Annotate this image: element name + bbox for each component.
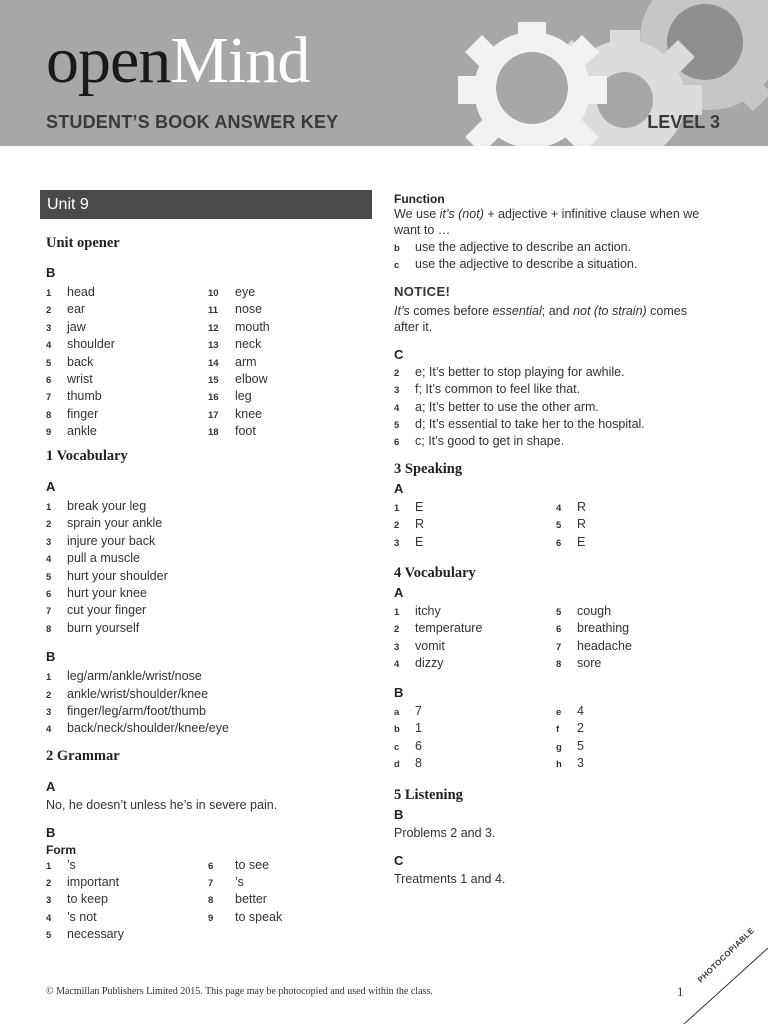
item-text: breathing — [577, 621, 630, 636]
grammar-c-list — [394, 364, 724, 451]
item-number: 4 — [46, 340, 52, 352]
listening-5-c-label: C — [394, 852, 404, 868]
item-number: 2 — [394, 624, 400, 636]
item-number: 9 — [46, 427, 52, 439]
item-text: f; It’s common to feel like that. — [415, 382, 581, 397]
list-item — [208, 319, 270, 336]
list-item — [556, 655, 632, 672]
item-text: hurt your shoulder — [67, 568, 168, 583]
item-number: 12 — [208, 322, 219, 334]
left-column — [40, 190, 370, 947]
item-number: 10 — [208, 288, 219, 299]
speaking-3-list — [388, 499, 724, 553]
unit-opener-heading: Unit opener — [46, 235, 120, 251]
item-text: cut your finger — [67, 603, 147, 618]
item-number: 2 — [46, 305, 52, 317]
item-number: 1 — [46, 288, 52, 299]
item-text: leg — [235, 389, 252, 404]
list-item — [394, 703, 422, 720]
item-text: finger — [67, 406, 99, 421]
item-text: 5 — [577, 738, 584, 753]
list-item — [46, 371, 115, 388]
item-number: 7 — [46, 606, 52, 618]
list-item — [556, 703, 584, 720]
item-text: use the adjective to describe an action. — [415, 240, 632, 254]
item-text: dizzy — [415, 655, 444, 670]
logo-open-text: open — [46, 24, 171, 97]
item-text: to keep — [67, 892, 109, 907]
item-text: arm — [235, 354, 257, 369]
item-text: 8 — [415, 755, 422, 770]
item-text: break your leg — [67, 499, 147, 513]
item-text: better — [235, 892, 267, 907]
item-text: R — [415, 517, 425, 532]
vocabulary-4-heading: 4 Vocabulary — [394, 564, 476, 581]
item-number: 2 — [46, 878, 52, 890]
item-text: knee — [235, 406, 263, 421]
list-item — [394, 499, 424, 516]
list-item — [46, 602, 370, 619]
list-item — [556, 499, 586, 516]
item-number: 11 — [208, 305, 219, 317]
item-number: 6 — [208, 860, 214, 872]
item-text: R — [577, 499, 587, 514]
list-item — [46, 533, 370, 550]
text-fragment: it’s (not) — [439, 207, 484, 221]
document-subtitle: STUDENT’S BOOK ANSWER KEY — [46, 112, 339, 132]
page-header — [0, 0, 768, 146]
list-item — [208, 423, 270, 440]
list-item — [46, 720, 370, 737]
item-text: 3 — [577, 755, 584, 770]
item-text: a; It’s better to use the other arm. — [415, 399, 599, 414]
list-item — [394, 399, 724, 416]
photocopiable-stamp: PHOTOCOPIABLE — [696, 926, 757, 985]
item-text: pull a muscle — [67, 551, 140, 566]
text-fragment: essential — [492, 303, 542, 318]
list-item — [46, 284, 115, 301]
item-text: to speak — [235, 909, 283, 924]
text-fragment: It’s — [394, 303, 410, 318]
vocabulary-4-b-list — [388, 703, 724, 775]
item-text: to see — [235, 857, 270, 872]
item-number: 6 — [394, 437, 400, 449]
grammar-2-heading: 2 Grammar — [46, 747, 120, 764]
item-text: 6 — [415, 738, 422, 753]
item-text: sprain your ankle — [67, 516, 163, 531]
grammar-c-label: C — [394, 346, 404, 362]
item-number: 8 — [556, 658, 562, 670]
item-number: 8 — [46, 623, 52, 635]
item-text: E — [577, 534, 586, 549]
list-item — [208, 388, 270, 405]
form-col-a — [46, 857, 124, 944]
item-number: 1 — [394, 606, 400, 618]
item-number: 3 — [46, 706, 52, 718]
list-item — [46, 909, 124, 926]
item-text: head — [67, 285, 95, 299]
list-item — [46, 423, 115, 440]
listening-5-b-answer: Problems 2 and 3. — [394, 825, 496, 840]
list-item — [208, 354, 270, 371]
openmind-logo — [46, 24, 310, 97]
list-item — [46, 703, 370, 720]
item-text: shoulder — [67, 337, 115, 352]
item-number: 15 — [208, 374, 219, 386]
item-number: 2 — [46, 689, 52, 701]
list-item — [46, 354, 115, 371]
list-item — [394, 516, 424, 533]
list-item — [208, 284, 270, 301]
item-number: 6 — [46, 588, 52, 600]
function-label: Function — [394, 192, 445, 206]
item-number: 5 — [46, 571, 52, 583]
speaking-col-b — [556, 499, 586, 551]
list-item — [46, 319, 115, 336]
list-item — [394, 755, 422, 772]
text-fragment: not (to strain) — [573, 303, 647, 318]
vocab4-b-col-b — [556, 703, 584, 773]
unit-opener-b-label: B — [46, 265, 56, 280]
list-item — [394, 416, 724, 433]
listening-5-c-answer: Treatments 1 and 4. — [394, 871, 506, 886]
list-item — [394, 655, 482, 672]
item-text: sore — [577, 655, 602, 670]
item-text: hurt your knee — [67, 585, 147, 600]
grammar-2-a-answer: No, he doesn’t unless he’s in severe pain. — [46, 797, 278, 812]
item-text: important — [67, 875, 120, 890]
function-intro — [394, 206, 716, 238]
list-item — [46, 668, 370, 685]
item-number: 4 — [394, 658, 400, 670]
form-label: Form — [46, 842, 76, 857]
vocabulary-1-b-label: B — [46, 649, 56, 665]
text-fragment: We use — [394, 207, 440, 221]
list-item — [556, 720, 584, 737]
item-number: 17 — [208, 409, 219, 421]
list-item — [208, 301, 270, 318]
list-item — [46, 686, 370, 703]
item-number: 4 — [46, 912, 52, 924]
item-text: eye — [235, 285, 256, 299]
item-number: 13 — [208, 340, 219, 352]
item-number: 14 — [208, 357, 219, 369]
list-item — [46, 926, 124, 943]
item-number: c — [394, 741, 400, 753]
notice-label: NOTICE! — [394, 283, 451, 299]
list-item — [208, 371, 270, 388]
item-number: 3 — [394, 385, 400, 397]
list-item — [46, 620, 370, 637]
item-text: E — [415, 499, 424, 514]
item-number: 4 — [394, 402, 400, 414]
item-text: d; It’s essential to take her to the hospital. — [415, 416, 645, 431]
list-item — [208, 336, 270, 353]
vocabulary-4-a-list — [388, 603, 724, 675]
text-fragment: comes after it. — [394, 303, 687, 334]
text-fragment: comes before — [409, 303, 493, 318]
vocab4-b-col-a — [394, 703, 422, 773]
unit-title-bar: Unit 9 — [40, 190, 372, 219]
item-text: back/neck/shoulder/knee/eye — [67, 721, 229, 736]
item-text: leg/arm/ankle/wrist/nose — [67, 669, 202, 684]
item-text: vomit — [415, 638, 445, 653]
item-text: ’s not — [67, 909, 97, 924]
item-number: 6 — [556, 537, 562, 549]
list-item — [208, 406, 270, 423]
list-item — [208, 874, 282, 891]
list-item — [46, 406, 115, 423]
item-number: 7 — [556, 641, 562, 653]
list-item — [394, 638, 482, 655]
item-text: R — [577, 517, 587, 532]
item-text: back — [67, 354, 94, 369]
item-number: 3 — [394, 537, 400, 549]
list-item — [46, 515, 370, 532]
item-number: a — [394, 706, 400, 718]
item-text: nose — [235, 302, 263, 317]
item-number: 16 — [208, 392, 219, 404]
item-number: h — [556, 758, 562, 770]
item-number: 3 — [46, 536, 52, 548]
item-text: foot — [235, 424, 256, 439]
speaking-3-heading: 3 Speaking — [394, 460, 463, 477]
item-number: 5 — [46, 357, 52, 369]
item-text: ankle/wrist/shoulder/knee — [67, 686, 209, 701]
item-number: 3 — [46, 322, 52, 334]
item-text: 4 — [577, 703, 584, 718]
vocabulary-4-b-label: B — [394, 684, 404, 700]
list-item — [394, 381, 724, 398]
list-item — [208, 909, 282, 926]
list-item — [46, 874, 124, 891]
list-item — [46, 891, 124, 908]
list-item — [556, 603, 632, 620]
item-number: 9 — [208, 912, 214, 924]
item-text: temperature — [415, 621, 483, 636]
item-text: 2 — [577, 721, 584, 736]
item-number: 1 — [46, 502, 52, 513]
list-item — [556, 638, 632, 655]
item-number: 5 — [46, 930, 52, 942]
speaking-col-a — [394, 499, 424, 551]
item-number: c — [394, 260, 400, 272]
list-item — [46, 388, 115, 405]
text-fragment: + adjective + infinitive clause when we want to … — [394, 207, 700, 237]
item-number: 18 — [208, 427, 219, 439]
list-item — [556, 534, 586, 551]
item-text: use the adjective to describe a situation. — [415, 257, 638, 272]
item-text: mouth — [235, 319, 270, 334]
listening-5-heading: 5 Listening — [394, 786, 463, 803]
list-item — [394, 256, 724, 273]
item-text: thumb — [67, 389, 102, 404]
item-text: jaw — [67, 319, 86, 334]
list-item — [394, 364, 724, 381]
item-number: 1 — [46, 672, 52, 684]
item-number: 5 — [394, 419, 400, 431]
list-item — [46, 585, 370, 602]
item-text: 1 — [415, 721, 422, 736]
item-text: injure your back — [67, 533, 156, 548]
list-item — [208, 891, 282, 908]
list-item — [394, 603, 482, 620]
item-number: 8 — [46, 409, 52, 421]
item-number: 5 — [556, 520, 562, 532]
item-text: burn yourself — [67, 620, 140, 635]
item-number: b — [394, 724, 400, 736]
item-text: ankle — [67, 424, 97, 439]
item-number: 2 — [394, 520, 400, 532]
item-number: 7 — [208, 878, 214, 890]
list-item — [394, 720, 422, 737]
list-item — [46, 498, 370, 515]
item-number: 6 — [556, 624, 562, 636]
item-number: 4 — [46, 724, 52, 736]
unit-opener-col-a — [46, 284, 115, 441]
item-number: f — [556, 724, 560, 736]
list-item — [46, 301, 115, 318]
right-column — [394, 192, 724, 887]
item-text: ’s — [67, 857, 76, 872]
item-number: d — [394, 758, 400, 770]
form-col-b — [208, 857, 282, 927]
page-number: 1 — [677, 984, 684, 999]
list-item — [46, 336, 115, 353]
item-number: 4 — [556, 502, 562, 514]
speaking-3-a-label: A — [394, 480, 404, 496]
item-text: 7 — [415, 703, 422, 718]
item-text: ear — [67, 302, 86, 317]
vocab4-a-col-b — [556, 603, 632, 673]
item-text: headache — [577, 638, 632, 653]
vocabulary-1-a-label: A — [46, 479, 56, 494]
item-number: e — [556, 706, 562, 718]
item-number: 4 — [46, 554, 52, 566]
item-text: finger/leg/arm/foot/thumb — [67, 703, 206, 718]
item-number: 7 — [46, 392, 52, 404]
item-text: wrist — [67, 371, 93, 386]
list-item — [46, 568, 370, 585]
item-number: 3 — [394, 641, 400, 653]
list-item — [208, 857, 282, 874]
item-number: 8 — [208, 895, 214, 907]
vocabulary-1-b-list — [40, 668, 370, 738]
grammar-2-b-label: B — [46, 824, 56, 840]
item-text: neck — [235, 337, 262, 352]
photocopiable-corner-icon — [660, 940, 768, 1024]
list-item — [394, 620, 482, 637]
item-number: b — [394, 243, 400, 254]
listening-5-b-label: B — [394, 806, 404, 822]
item-number: 1 — [46, 860, 52, 872]
list-item — [394, 239, 724, 256]
item-number: 3 — [46, 895, 52, 907]
unit-opener-col-b — [208, 284, 270, 441]
item-text: necessary — [67, 927, 124, 942]
list-item — [556, 620, 632, 637]
list-item — [394, 534, 424, 551]
logo-mind-text: Mind — [170, 24, 310, 97]
item-number: 2 — [394, 367, 400, 379]
vocab4-a-col-a — [394, 603, 482, 673]
item-text: cough — [577, 603, 612, 618]
notice-text — [394, 303, 704, 335]
grammar-2-a-label: A — [46, 778, 56, 794]
item-text: c; It’s good to get in shape. — [415, 434, 565, 449]
list-item — [556, 755, 584, 772]
unit-opener-list — [40, 284, 370, 442]
text-fragment: ; and — [541, 303, 574, 318]
item-number: 1 — [394, 502, 400, 514]
item-number: 2 — [46, 519, 52, 531]
item-text: e; It’s better to stop playing for awhile. — [415, 364, 625, 379]
item-number: g — [556, 741, 562, 753]
item-number: 6 — [46, 374, 52, 386]
item-text: elbow — [235, 371, 268, 386]
list-item — [46, 550, 370, 567]
list-item — [46, 857, 124, 874]
form-list — [40, 857, 370, 947]
vocabulary-1-heading: 1 Vocabulary — [46, 448, 128, 464]
list-item — [394, 738, 422, 755]
item-text: itchy — [415, 603, 441, 618]
list-item — [556, 738, 584, 755]
list-item — [394, 433, 724, 450]
vocabulary-1-a-list — [40, 498, 370, 637]
vocabulary-4-a-label: A — [394, 584, 404, 600]
level-label: LEVEL 3 — [647, 112, 720, 132]
list-item — [556, 516, 586, 533]
copyright-notice: © Macmillan Publishers Limited 2015. This page may be photocopied and used within the class. — [46, 986, 433, 997]
item-text: ’s — [235, 875, 244, 890]
item-number: 5 — [556, 606, 562, 618]
item-text: E — [415, 534, 424, 549]
